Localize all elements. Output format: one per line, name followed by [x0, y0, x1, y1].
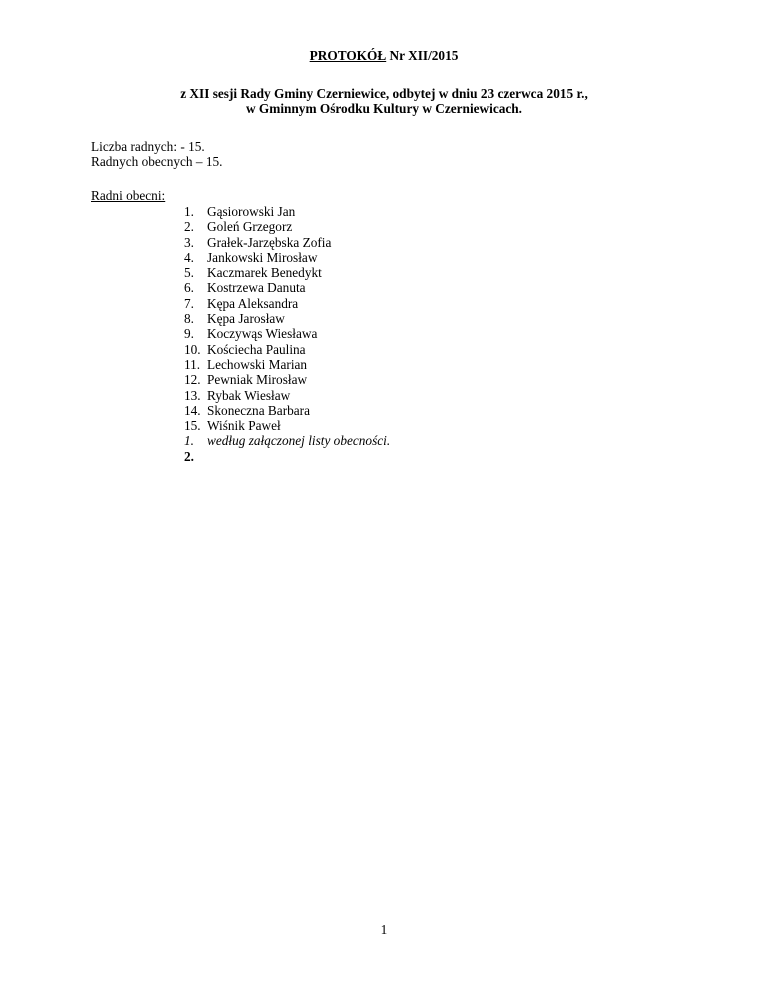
empty-list-item: [184, 449, 390, 464]
member-name: Gąsiorowski Jan: [207, 204, 296, 219]
member-name: Skoneczna Barbara: [207, 402, 310, 418]
list-item: [184, 250, 390, 265]
member-name: Kaczmarek Benedykt: [207, 265, 322, 281]
item-number: 11.: [184, 356, 201, 372]
item-number: 3.: [184, 234, 194, 250]
list-item: [184, 280, 390, 295]
member-name: Rybak Wiesław: [207, 387, 291, 403]
list-item: [184, 311, 390, 326]
title-number: Nr XII/2015: [386, 48, 459, 63]
member-name: Wiśnik Paweł: [207, 418, 281, 434]
item-number: 8.: [184, 311, 194, 327]
attendance-note: [184, 433, 390, 448]
item-number: 4.: [184, 249, 194, 265]
item-number: 5.: [184, 265, 194, 281]
member-name: Kępa Jarosław: [207, 311, 285, 327]
item-number: 14.: [184, 402, 201, 418]
member-name: Grałek-Jarzębska Zofia: [207, 234, 332, 250]
item-number: 12.: [184, 372, 201, 388]
item-number: 7.: [184, 295, 194, 311]
list-item: [184, 265, 390, 280]
member-name: Goleń Grzegorz: [207, 219, 293, 235]
attendance-summary: [91, 139, 222, 170]
member-name: Pewniak Mirosław: [207, 372, 308, 388]
member-name: Kostrzewa Danuta: [207, 280, 306, 296]
member-name: Koczywąs Wiesława: [207, 326, 318, 342]
member-name: Jankowski Mirosław: [207, 249, 318, 265]
list-item: [184, 342, 390, 357]
list-item: [184, 403, 390, 418]
list-item: [184, 296, 390, 311]
list-item: [184, 388, 390, 403]
note-number: 1.: [184, 433, 194, 449]
list-item: [184, 219, 390, 234]
document-subtitle: [0, 86, 768, 117]
item-number: 13.: [184, 387, 201, 403]
list-item: [184, 326, 390, 341]
page-number: 1: [380, 922, 388, 937]
note-text: według załączonej listy obecności.: [207, 433, 391, 449]
extra-number: 2.: [184, 448, 194, 464]
list-item: [184, 357, 390, 372]
present-heading: Radni obecni:: [91, 188, 166, 203]
list-item: [184, 372, 390, 387]
title-protocol-word: PROTOKÓŁ: [309, 48, 387, 63]
subtitle-line-1: z XII sesji Rady Gminy Czerniewice, odbytej w dniu 23 czerwca 2015 r.,: [180, 86, 588, 101]
subtitle-line-2: w Gminnym Ośrodku Kultury w Czerniewicach.: [245, 101, 523, 117]
list-item: [184, 418, 390, 433]
item-number: 9.: [184, 326, 194, 342]
item-number: 1.: [184, 204, 194, 219]
list-item: [184, 204, 390, 219]
item-number: 6.: [184, 280, 194, 296]
member-name: Kępa Aleksandra: [207, 295, 299, 311]
document-title: [0, 48, 768, 63]
councillors-present: Radnych obecnych – 15.: [91, 154, 223, 170]
members-list: [184, 204, 390, 464]
member-name: Lechowski Marian: [207, 356, 308, 372]
councillors-count: Liczba radnych: - 15.: [91, 139, 205, 154]
member-name: Kościecha Paulina: [207, 341, 306, 357]
item-number: 10.: [184, 341, 201, 357]
list-item: [184, 235, 390, 250]
item-number: 2.: [184, 219, 194, 235]
item-number: 15.: [184, 418, 201, 434]
